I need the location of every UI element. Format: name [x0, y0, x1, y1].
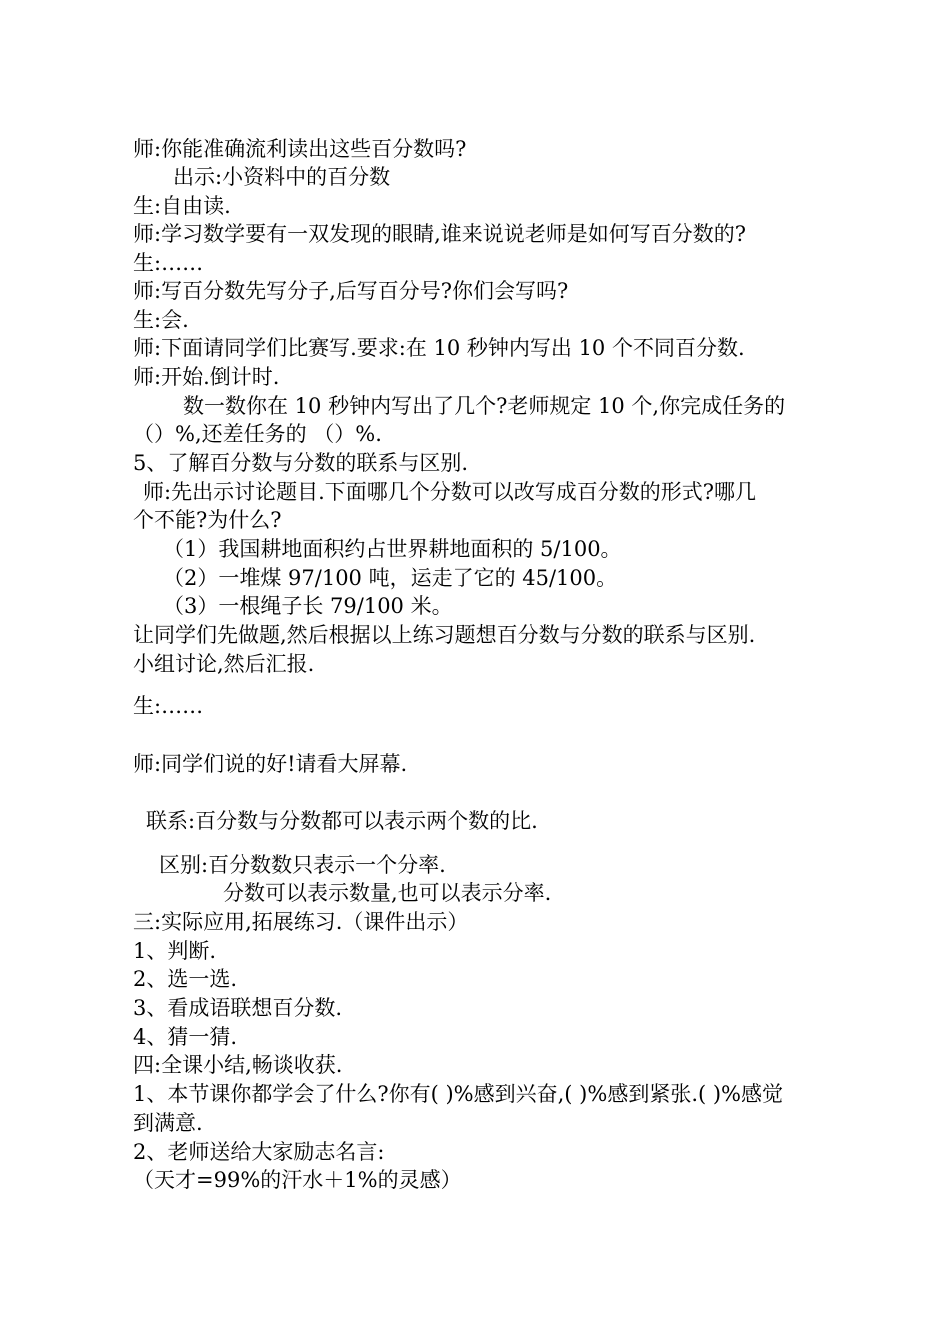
dialogue-line: 小组讨论,然后汇报.: [133, 652, 315, 676]
list-item: 1、本节课你都学会了什么?你有( )%感到兴奋,( )%感到紧张.( )%感觉: [133, 1082, 784, 1106]
summary-line: 区别:百分数数只表示一个分率.: [159, 853, 446, 877]
dialogue-line: 让同学们先做题,然后根据以上练习题想百分数与分数的联系与区别.: [133, 623, 756, 647]
exercise-item: （3）一根绳子长 79/100 米。: [163, 594, 453, 618]
list-item: 3、看成语联想百分数.: [133, 996, 343, 1020]
list-item: 到满意.: [133, 1111, 203, 1135]
summary-line: 联系:百分数与分数都可以表示两个数的比.: [146, 809, 538, 833]
dialogue-line: 生:自由读.: [133, 194, 231, 218]
section-heading: 三:实际应用,拓展练习.（课件出示）: [133, 910, 469, 934]
quote-line: （天才=99%的汗水＋1%的灵感）: [133, 1168, 462, 1192]
dialogue-line: 生:……: [133, 251, 204, 275]
dialogue-line: 个不能?为什么?: [133, 508, 282, 532]
dialogue-line: （）%,还差任务的 （）%.: [133, 422, 382, 446]
dialogue-line: 师:学习数学要有一双发现的眼睛,谁来说说老师是如何写百分数的?: [133, 222, 747, 246]
dialogue-line: 生:……: [133, 694, 204, 718]
exercise-item: （2）一堆煤 97/100 吨，运走了它的 45/100。: [163, 566, 618, 590]
section-heading: 5、了解百分数与分数的联系与区别.: [133, 451, 469, 475]
section-heading: 四:全课小结,畅谈收获.: [133, 1053, 343, 1077]
dialogue-line: 师:写百分数先写分子,后写百分号?你们会写吗?: [133, 279, 569, 303]
dialogue-line: 出示:小资料中的百分数: [173, 165, 391, 189]
exercise-item: （1）我国耕地面积约占世界耕地面积的 5/100。: [163, 537, 622, 561]
dialogue-line: 生:会.: [133, 308, 189, 332]
summary-line: 分数可以表示数量,也可以表示分率.: [223, 881, 552, 905]
list-item: 2、选一选.: [133, 967, 238, 991]
dialogue-line: 师:你能准确流利读出这些百分数吗?: [133, 137, 467, 161]
list-item: 2、老师送给大家励志名言:: [133, 1140, 385, 1164]
dialogue-line: 师:下面请同学们比赛写.要求:在 10 秒钟内写出 10 个不同百分数.: [133, 336, 745, 360]
dialogue-line: 数一数你在 10 秒钟内写出了几个?老师规定 10 个,你完成任务的: [183, 394, 786, 418]
dialogue-line: 师:先出示讨论题目.下面哪几个分数可以改写成百分数的形式?哪几: [143, 480, 757, 504]
list-item: 4、猜一猜.: [133, 1025, 238, 1049]
dialogue-line: 师:开始.倒计时.: [133, 365, 280, 389]
list-item: 1、判断.: [133, 939, 217, 963]
dialogue-line: 师:同学们说的好!请看大屏幕.: [133, 752, 408, 776]
